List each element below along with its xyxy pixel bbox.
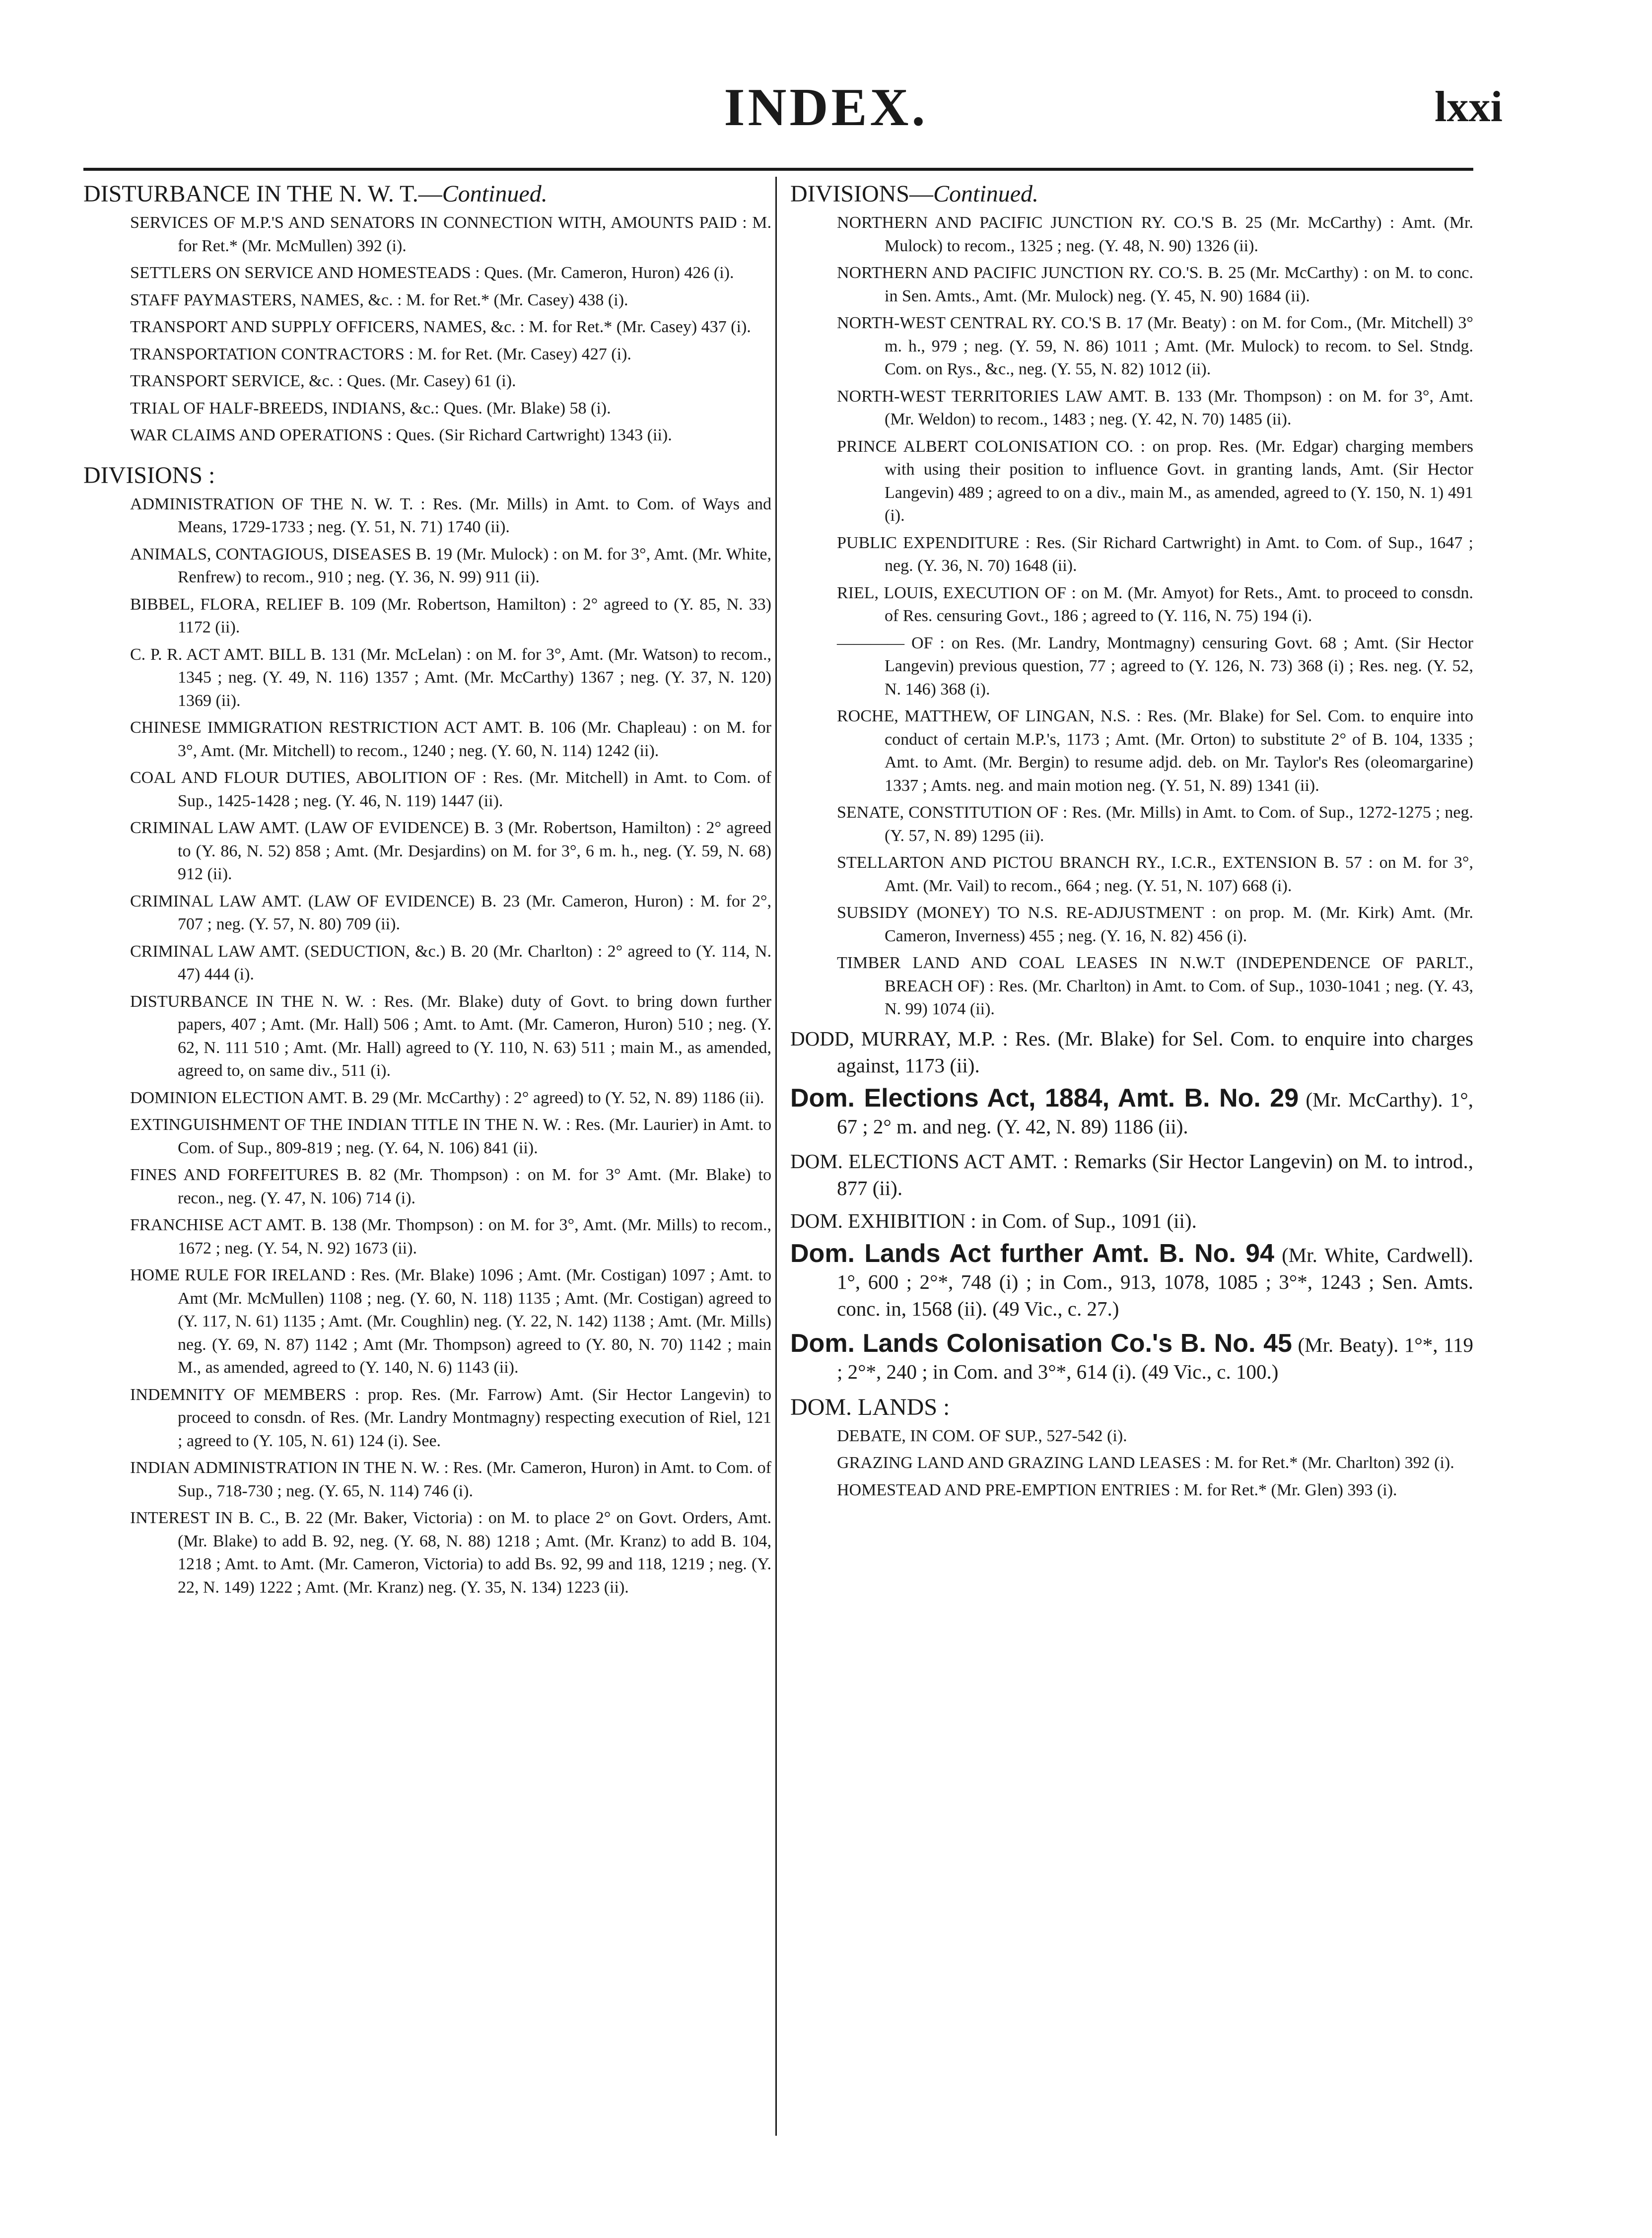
divisions-entries (130, 493, 771, 1600)
dom-lands-act-text: (Mr. White, Cardwell). 1°, 600 ; 2°*, 748 (i) ; in Com., 913, 1078, 1085 ; 3°*, 1243 ; Sen. Amts. conc. in, 1568 (ii). (49 Vic., c. 27.) (837, 1243, 1473, 1320)
index-entry: INDIAN ADMINISTRATION IN THE N. W. : Res. (Mr. Cameron, Huron) in Amt. to Com. of Sup., 718-730 ; neg. (Y. 65, N. 114) 746 (i). (130, 1459, 771, 1500)
index-entry: NORTH-WEST CENTRAL RY. CO.'S B. 17 (Mr. Beaty) : on M. for Com., (Mr. Mitchell) 3° m. h., 979 ; neg. (Y. 59, N. 86) 1011 ; Amt. (Mr. Mulock) to recom. to Sel. Stndg. Com. on Rys., &c., neg. (Y. 55, N. 82) 1012 (ii). (837, 314, 1473, 378)
header-rule (83, 168, 1473, 171)
dom-elections-act-heading: DOM. ELECTIONS ACT AMT. (790, 1149, 1057, 1173)
section-heading-disturbance (83, 180, 771, 209)
dom-elections-bill-text: (Mr. McCarthy). 1°, 67 ; 2° m. and neg. (Y. 42, N. 89) 1186 (ii). (837, 1088, 1473, 1138)
dodd-heading: DODD, MURRAY, M.P. (790, 1027, 996, 1050)
index-entry: TRANSPORT SERVICE, &c. : Ques. (Mr. Casey) 61 (i). (130, 372, 516, 390)
section-heading-divisions: DIVISIONS : (83, 462, 215, 489)
index-entry: GRAZING LAND AND GRAZING LAND LEASES : M. for Ret.* (Mr. Charlton) 392 (i). (837, 1454, 1454, 1472)
index-entry: PUBLIC EXPENDITURE : Res. (Sir Richard Cartwright) in Amt. to Com. of Sup., 1647 ; neg. (Y. 36, N. 70) 1648 (ii). (837, 533, 1473, 575)
index-entry: SERVICES OF M.P.'S AND SENATORS IN CONNECTION WITH, AMOUNTS PAID : M. for Ret.* (Mr. McMullen) 392 (i). (130, 213, 771, 255)
section-heading-dom-lands: DOM. LANDS : (790, 1394, 950, 1420)
index-entry: DISTURBANCE IN THE N. W. : Res. (Mr. Blake) duty of Govt. to bring down further papers, 407 ; Amt. (Mr. Hall) 506 ; Amt. to Amt. (Mr. Cameron, Huron) 510 ; neg. (Y. 62, N. 111 510 ; Amt. (Mr. Hall) agreed to (Y. 110, N. 63) 511 ; main M., as amended, agreed to, on same div., 511 (i). (130, 992, 771, 1080)
divisions-continued-entries (837, 211, 1473, 1021)
dom-exhibition-heading: DOM. EXHIBITION (790, 1209, 966, 1232)
index-entry: CHINESE IMMIGRATION RESTRICTION ACT AMT. B. 106 (Mr. Chapleau) : on M. for 3°, Amt. (Mr. Mitchell) to recom., 1240 ; neg. (Y. 60, N. 114) 1242 (ii). (130, 718, 771, 760)
index-entry: NORTH-WEST TERRITORIES LAW AMT. B. 133 (Mr. Thompson) : on M. for 3°, Amt. (Mr. Weldon) to recom., 1483 ; neg. (Y. 42, N. 70) 1485 (ii). (837, 387, 1473, 428)
dom-lands-act-entry (790, 1240, 1473, 1322)
index-entry: DOMINION ELECTION AMT. B. 29 (Mr. McCarthy) : 2° agreed) to (Y. 52, N. 89) 1186 (ii). (130, 1088, 764, 1107)
index-entry: WAR CLAIMS AND OPERATIONS : Ques. (Sir Richard Cartwright) 1343 (ii). (130, 426, 672, 444)
dom-elections-bill-entry (790, 1085, 1473, 1140)
dom-lands-act-heading: Dom. Lands Act further Amt. B. No. 94 (790, 1239, 1274, 1268)
column-divider (775, 177, 777, 2136)
index-entry: NORTHERN AND PACIFIC JUNCTION RY. CO.'S B. 25 (Mr. McCarthy) : Amt. (Mr. Mulock) to recom., 1325 ; neg. (Y. 48, N. 90) 1326 (ii). (837, 213, 1473, 255)
index-entry: TIMBER LAND AND COAL LEASES IN N.W.T (INDEPENDENCE OF PARLT., BREACH OF) : Res. (Mr. Charlton) in Amt. to Com. of Sup., 1030-1041 ; neg. (Y. 43, N. 99) 1074 (ii). (837, 954, 1473, 1018)
dom-exhibition-text: : in Com. of Sup., 1091 (ii). (965, 1209, 1197, 1232)
index-entry: EXTINGUISHMENT OF THE INDIAN TITLE IN THE N. W. : Res. (Mr. Laurier) in Amt. to Com. of Sup., 809-819 ; neg. (Y. 64, N. 106) 841 (ii). (130, 1116, 771, 1157)
index-entry: SENATE, CONSTITUTION OF : Res. (Mr. Mills) in Amt. to Com. of Sup., 1272-1275 ; neg. (Y. 57, N. 89) 1295 (ii). (837, 803, 1473, 845)
dom-elections-act-entry (790, 1148, 1473, 1201)
section-heading-divisions-continued (790, 180, 1473, 209)
index-entry: INDEMNITY OF MEMBERS : prop. Res. (Mr. Farrow) Amt. (Sir Hector Langevin) to proceed to consdn. of Res. (Mr. Landry Montmagny) respecting execution of Riel, 121 ; agreed to (Y. 105, N. 61) 124 (i). See. (130, 1385, 771, 1450)
heading-main: DISTURBANCE IN THE N. W. T.— (83, 181, 442, 207)
page-number: lxxi (1435, 83, 1503, 131)
dodd-entry (790, 1025, 1473, 1079)
index-entry: TRIAL OF HALF-BREEDS, INDIANS, &c.: Ques. (Mr. Blake) 58 (i). (130, 399, 611, 418)
index-entry: FRANCHISE ACT AMT. B. 138 (Mr. Thompson) : on M. for 3°, Amt. (Mr. Mills) to recom., 1672 ; neg. (Y. 54, N. 92) 1673 (ii). (130, 1216, 771, 1258)
index-entry: HOME RULE FOR IRELAND : Res. (Mr. Blake) 1096 ; Amt. (Mr. Costigan) 1097 ; Amt. to Amt (Mr. McMullen) 1108 ; neg. (Y. 60, N. 118) 1135 ; Amt. (Mr. Costigan) agreed to (Y. 117, N. 61) 1135 ; Amt. (Mr. Coughlin) neg. (Y. 22, N. 142) 1138 ; Amt. (Mr. Mills) neg. (Y. 69, N. 87) 1142 ; Amt (Mr. Thompson) agreed to (Y. 80, N. 70) 1142 ; main M., as amended, agreed to (Y. 140, N. 6) 1143 (ii). (130, 1266, 771, 1377)
index-entry: TRANSPORTATION CONTRACTORS : M. for Ret. (Mr. Casey) 427 (i). (130, 345, 631, 363)
dom-lands-colonisation-text: (Mr. Beaty). 1°*, 119 ; 2°*, 240 ; in Com. and 3°*, 614 (i). (49 Vic., c. 100.) (837, 1333, 1473, 1383)
heading-main: DIVISIONS— (790, 181, 933, 207)
index-entry: STAFF PAYMASTERS, NAMES, &c. : M. for Ret.* (Mr. Casey) 438 (i). (130, 290, 628, 309)
dom-elections-bill-heading: Dom. Elections Act, 1884, Amt. B. No. 29 (790, 1083, 1299, 1113)
dom-lands-colonisation-entry (790, 1330, 1473, 1385)
index-entry: DEBATE, IN COM. OF SUP., 527-542 (i). (837, 1426, 1127, 1445)
dodd-text: : Res. (Mr. Blake) for Sel. Com. to enquire into charges against, 1173 (ii). (837, 1027, 1473, 1077)
index-entry: CRIMINAL LAW AMT. (LAW OF EVIDENCE) B. 3 (Mr. Robertson, Hamilton) : 2° agreed to (Y. 86, N. 52) 858 ; Amt. (Mr. Desjardins) on M. for 3°, 6 m. h., neg. (Y. 59, N. 68) 912 (ii). (130, 819, 771, 883)
dom-lands-colonisation-heading: Dom. Lands Colonisation Co.'s B. No. 45 (790, 1329, 1292, 1358)
index-entry: PRINCE ALBERT COLONISATION CO. : on prop. Res. (Mr. Edgar) charging members with using their position to influence Govt. in granting lands, Amt. (Sir Hector Langevin) 489 ; agreed to on a div., main M., as amended, agreed to (Y. 150, N. 1) 491 (i). (837, 437, 1473, 525)
dom-exhibition-entry (790, 1207, 1473, 1234)
index-entry: RIEL, LOUIS, EXECUTION OF : on M. (Mr. Amyot) for Rets., Amt. to proceed to consdn. of Res. censuring Govt., 186 ; agreed to (Y. 116, N. 75) 194 (i). (837, 583, 1473, 625)
right-column (790, 180, 1473, 1506)
index-entry: C. P. R. ACT AMT. BILL B. 131 (Mr. McLelan) : on M. for 3°, Amt. (Mr. Watson) to recom., 1345 ; neg. (Y. 49, N. 116) 1357 ; Amt. (Mr. McCarthy) 1367 ; neg. (Y. 37, N. 120) 1369 (ii). (130, 645, 771, 710)
index-entry: CRIMINAL LAW AMT. (SEDUCTION, &c.) B. 20 (Mr. Charlton) : 2° agreed to (Y. 114, N. 47) 444 (i). (130, 942, 771, 983)
heading-continued: Continued. (933, 181, 1038, 207)
dom-elections-act-text: : Remarks (Sir Hector Langevin) on M. to introd., 877 (ii). (837, 1149, 1473, 1199)
index-entry: FINES AND FORFEITURES B. 82 (Mr. Thompson) : on M. for 3° Amt. (Mr. Blake) to recon., neg. (Y. 47, N. 106) 714 (i). (130, 1166, 771, 1207)
index-entry: ROCHE, MATTHEW, OF LINGAN, N.S. : Res. (Mr. Blake) for Sel. Com. to enquire into conduct of certain M.P.'s, 1173 ; Amt. (Mr. Orton) to substitute 2° of B. 104, 1335 ; Amt. to Amt. (Mr. Bergin) to resume adjd. deb. on Mr. Taylor's Res (oleomargarine) 1337 ; Amts. neg. and main motion neg. (Y. 51, N. 89) 1341 (ii). (837, 707, 1473, 795)
index-entry: COAL AND FLOUR DUTIES, ABOLITION OF : Res. (Mr. Mitchell) in Amt. to Com. of Sup., 1425-1428 ; neg. (Y. 46, N. 119) 1447 (ii). (130, 769, 771, 810)
index-entry: SETTLERS ON SERVICE AND HOMESTEADS : Ques. (Mr. Cameron, Huron) 426 (i). (130, 264, 734, 282)
index-entry: NORTHERN AND PACIFIC JUNCTION RY. CO.'S. B. 25 (Mr. McCarthy) : on M. to conc. in Sen. Amts., Amt. (Mr. Mulock) neg. (Y. 45, N. 90) 1684 (ii). (837, 264, 1473, 305)
index-entry: STELLARTON AND PICTOU BRANCH RY., I.C.R., EXTENSION B. 57 : on M. for 3°, Amt. (Mr. Vail) to recom., 664 ; neg. (Y. 51, N. 107) 668 (i). (837, 853, 1473, 895)
index-entry: TRANSPORT AND SUPPLY OFFICERS, NAMES, &c. : M. for Ret.* (Mr. Casey) 437 (i). (130, 318, 751, 336)
disturbance-entries (130, 211, 771, 447)
dom-lands-entries (837, 1425, 1473, 1502)
left-column (83, 180, 771, 1603)
index-entry: CRIMINAL LAW AMT. (LAW OF EVIDENCE) B. 23 (Mr. Cameron, Huron) : M. for 2°, 707 ; neg. (Y. 57, N. 80) 709 (ii). (130, 892, 771, 933)
index-entry: HOMESTEAD AND PRE-EMPTION ENTRIES : M. for Ret.* (Mr. Glen) 393 (i). (837, 1480, 1397, 1499)
index-entry: ANIMALS, CONTAGIOUS, DISEASES B. 19 (Mr. Mulock) : on M. for 3°, Amt. (Mr. White, Renfrew) to recom., 910 ; neg. (Y. 36, N. 99) 911 (ii). (130, 545, 771, 586)
index-entry: INTEREST IN B. C., B. 22 (Mr. Baker, Victoria) : on M. to place 2° on Govt. Orders, Amt. (Mr. Blake) to add B. 92, neg. (Y. 68, N. 88) 1218 ; Amt. (Mr. Kranz) to add B. 104, 1218 ; Amt. to Amt. (Mr. Cameron, Victoria) to add Bs. 92, 99 and 118, 1219 ; neg. (Y. 22, N. 149) 1222 ; Amt. (Mr. Kranz) neg. (Y. 35, N. 134) 1223 (ii). (130, 1509, 771, 1597)
page-title: INDEX. (724, 78, 928, 137)
index-entry: ———— OF : on Res. (Mr. Landry, Montmagny) censuring Govt. 68 ; Amt. (Sir Hector Langevin) previous question, 77 ; agreed to (Y. 126, N. 73) 368 (i) ; Res. neg. (Y. 52, N. 146) 368 (i). (837, 633, 1473, 699)
index-entry: ADMINISTRATION OF THE N. W. T. : Res. (Mr. Mills) in Amt. to Com. of Ways and Means, 1729-1733 ; neg. (Y. 51, N. 71) 1740 (ii). (130, 494, 771, 536)
index-entry: BIBBEL, FLORA, RELIEF B. 109 (Mr. Robertson, Hamilton) : 2° agreed to (Y. 85, N. 33) 1172 (ii). (130, 595, 771, 636)
heading-continued: Continued. (442, 181, 548, 207)
index-entry: SUBSIDY (MONEY) TO N.S. RE-ADJUSTMENT : on prop. M. (Mr. Kirk) Amt. (Mr. Cameron, Inverness) 455 ; neg. (Y. 16, N. 82) 456 (i). (837, 904, 1473, 945)
